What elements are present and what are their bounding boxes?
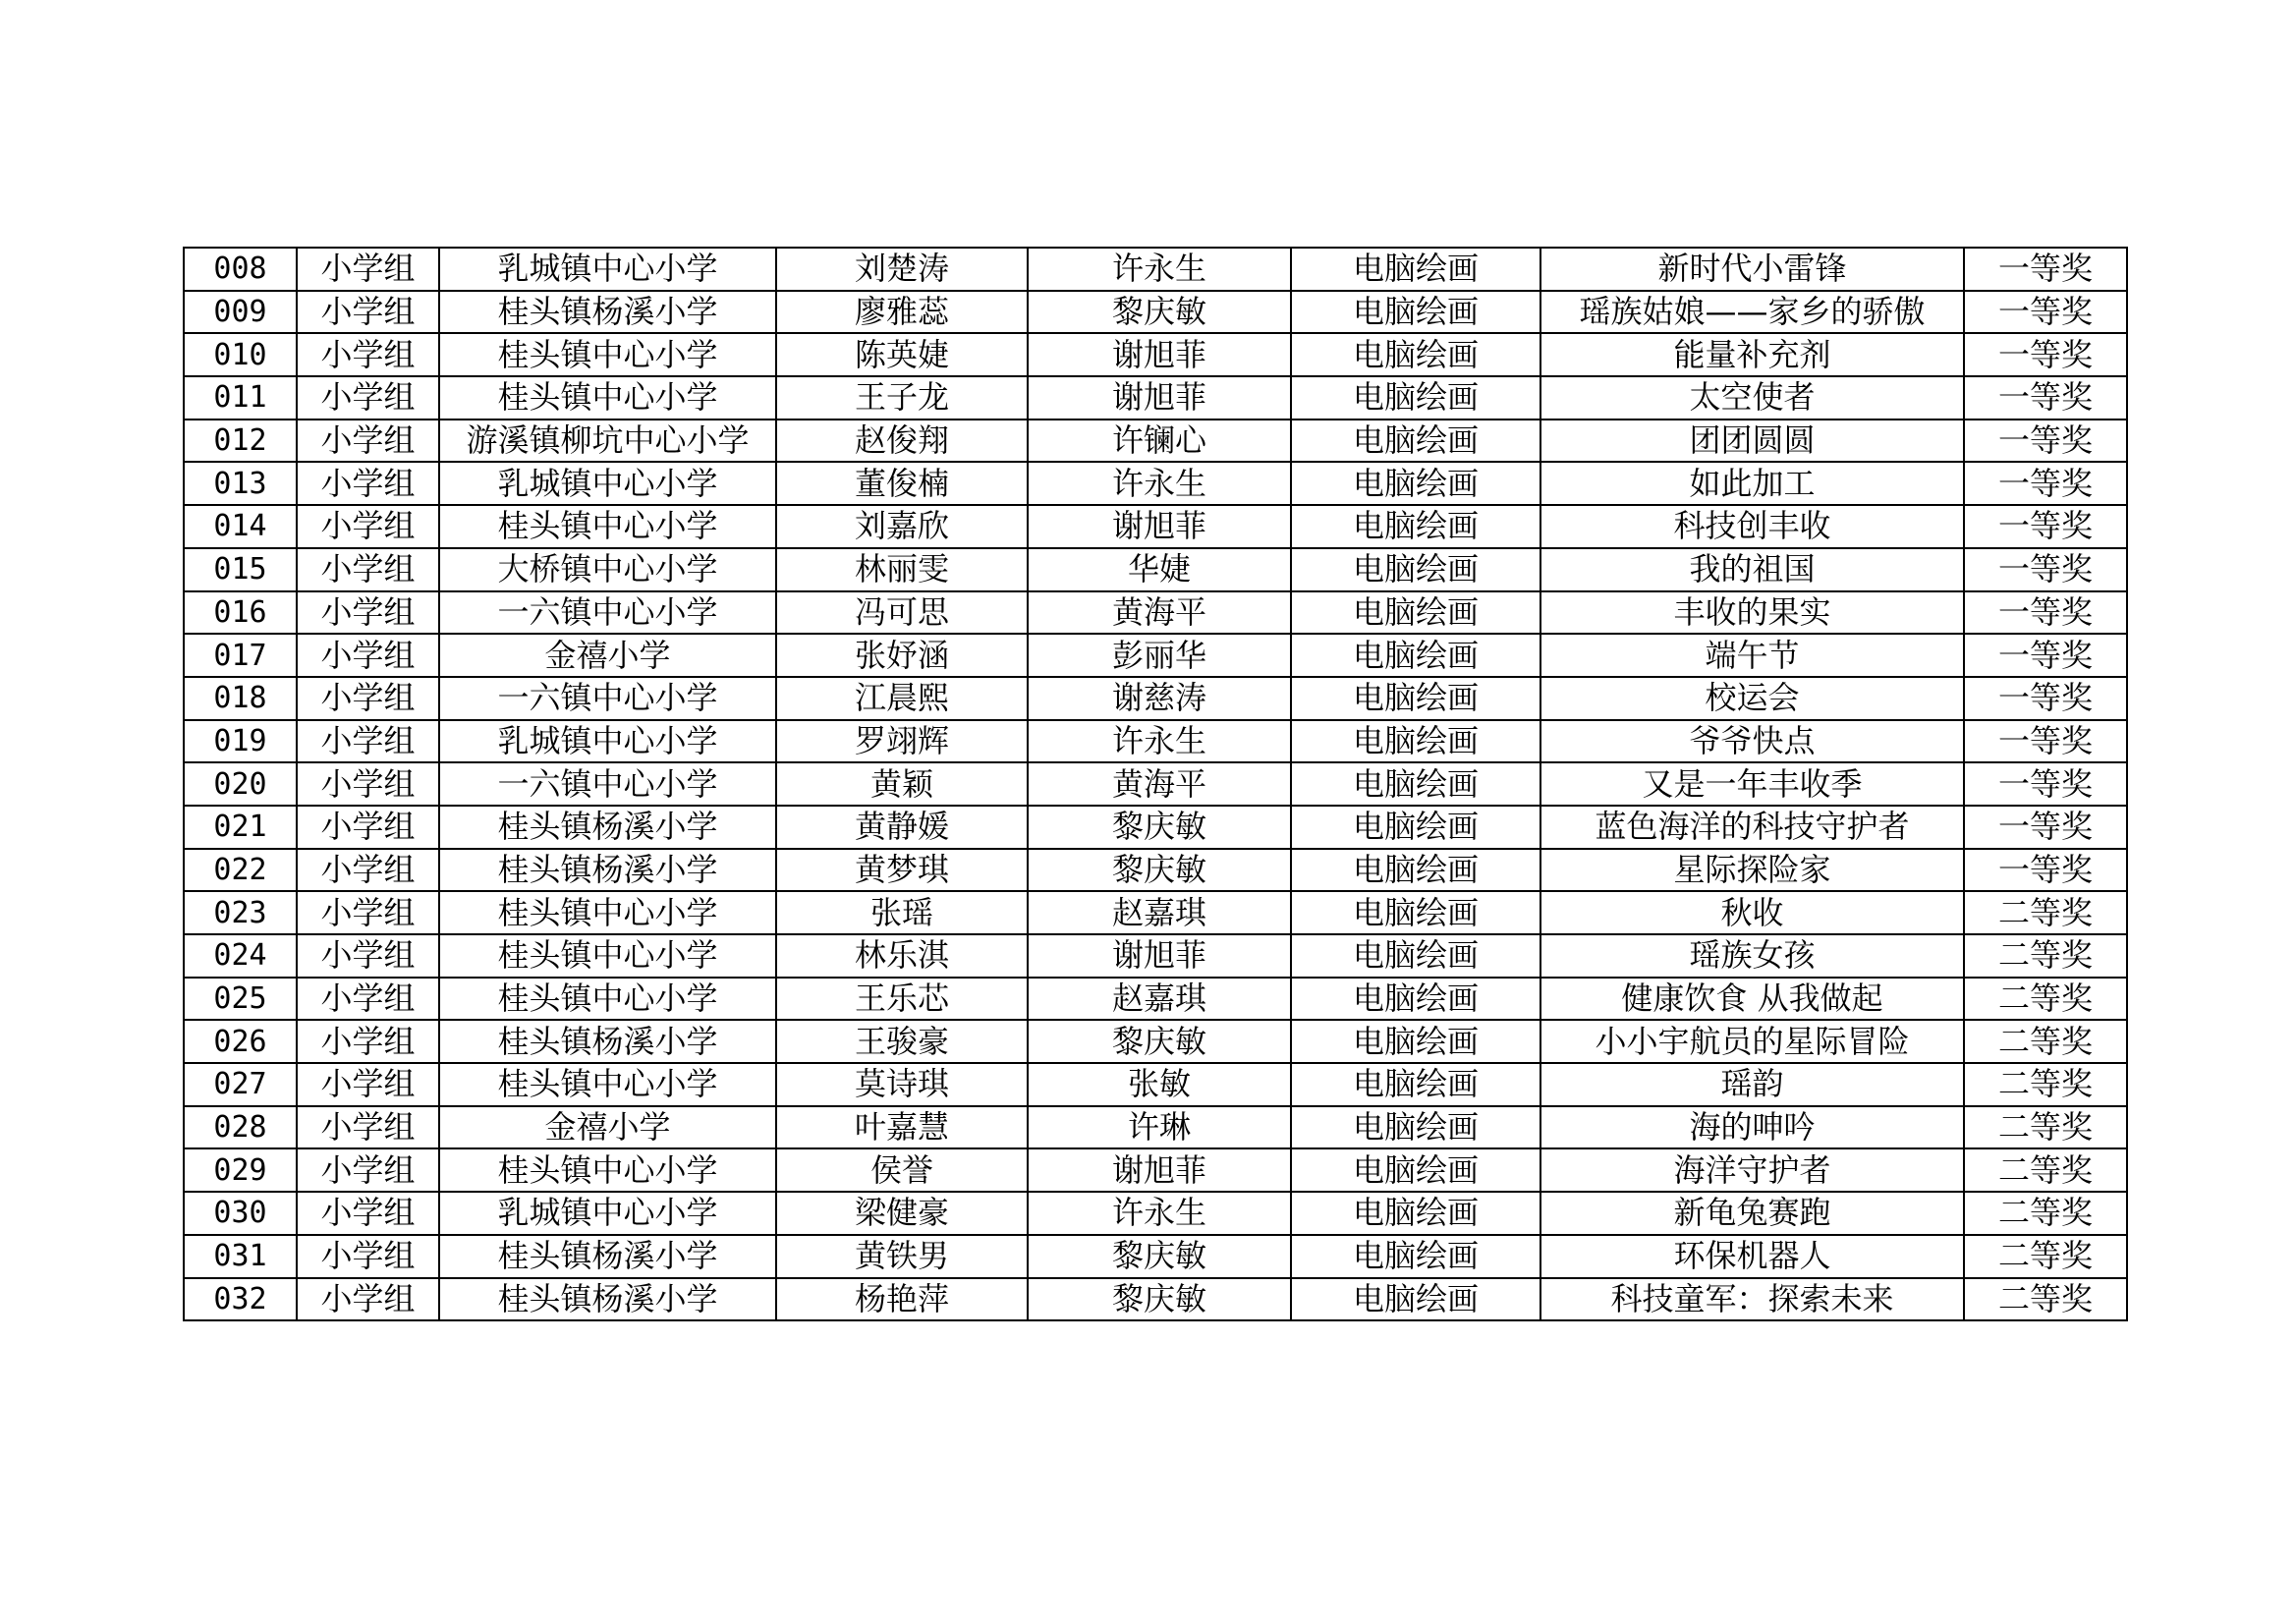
- award-level-cell: 一等奖: [1964, 762, 2127, 806]
- group-cell: 小学组: [297, 291, 439, 334]
- group-cell: 小学组: [297, 762, 439, 806]
- student-name-cell: 王骏豪: [776, 1020, 1028, 1063]
- school-cell: 大桥镇中心小学: [439, 548, 776, 591]
- teacher-name-cell: 彭丽华: [1028, 634, 1291, 677]
- award-level-cell: 二等奖: [1964, 1235, 2127, 1278]
- table-row: [184, 849, 2127, 892]
- category-cell: 电脑绘画: [1291, 934, 1540, 978]
- category-cell: 电脑绘画: [1291, 720, 1540, 763]
- table-row: [184, 1148, 2127, 1192]
- table-row: [184, 548, 2127, 591]
- artwork-title-cell: 团团圆圆: [1540, 420, 1964, 463]
- teacher-name-cell: 黄海平: [1028, 591, 1291, 635]
- table-row: [184, 891, 2127, 934]
- entry-number-cell: 009: [184, 291, 297, 334]
- table-row: [184, 677, 2127, 720]
- category-cell: 电脑绘画: [1291, 978, 1540, 1021]
- entry-number-cell: 021: [184, 806, 297, 849]
- award-level-cell: 一等奖: [1964, 291, 2127, 334]
- group-cell: 小学组: [297, 1063, 439, 1106]
- school-cell: 桂头镇杨溪小学: [439, 1020, 776, 1063]
- entry-number-cell: 012: [184, 420, 297, 463]
- table-row: [184, 720, 2127, 763]
- entry-number-cell: 019: [184, 720, 297, 763]
- table-row: [184, 420, 2127, 463]
- group-cell: 小学组: [297, 1192, 439, 1235]
- group-cell: 小学组: [297, 420, 439, 463]
- group-cell: 小学组: [297, 548, 439, 591]
- award-level-cell: 一等奖: [1964, 462, 2127, 505]
- artwork-title-cell: 新龟兔赛跑: [1540, 1192, 1964, 1235]
- artwork-title-cell: 蓝色海洋的科技守护者: [1540, 806, 1964, 849]
- student-name-cell: 冯可思: [776, 591, 1028, 635]
- student-name-cell: 侯誉: [776, 1148, 1028, 1192]
- student-name-cell: 莫诗琪: [776, 1063, 1028, 1106]
- award-level-cell: 一等奖: [1964, 420, 2127, 463]
- category-cell: 电脑绘画: [1291, 762, 1540, 806]
- student-name-cell: 刘楚涛: [776, 248, 1028, 291]
- teacher-name-cell: 黎庆敏: [1028, 849, 1291, 892]
- award-level-cell: 一等奖: [1964, 548, 2127, 591]
- teacher-name-cell: 谢慈涛: [1028, 677, 1291, 720]
- category-cell: 电脑绘画: [1291, 1063, 1540, 1106]
- category-cell: 电脑绘画: [1291, 1106, 1540, 1149]
- entry-number-cell: 011: [184, 376, 297, 420]
- artwork-title-cell: 能量补充剂: [1540, 333, 1964, 376]
- awards-table-body: [184, 248, 2127, 1320]
- entry-number-cell: 016: [184, 591, 297, 635]
- teacher-name-cell: 许永生: [1028, 248, 1291, 291]
- table-row: [184, 1106, 2127, 1149]
- entry-number-cell: 010: [184, 333, 297, 376]
- school-cell: 桂头镇杨溪小学: [439, 291, 776, 334]
- teacher-name-cell: 谢旭菲: [1028, 934, 1291, 978]
- category-cell: 电脑绘画: [1291, 677, 1540, 720]
- award-level-cell: 二等奖: [1964, 1148, 2127, 1192]
- entry-number-cell: 018: [184, 677, 297, 720]
- student-name-cell: 叶嘉慧: [776, 1106, 1028, 1149]
- school-cell: 桂头镇杨溪小学: [439, 849, 776, 892]
- student-name-cell: 王子龙: [776, 376, 1028, 420]
- student-name-cell: 江晨熙: [776, 677, 1028, 720]
- entry-number-cell: 022: [184, 849, 297, 892]
- entry-number-cell: 014: [184, 505, 297, 548]
- table-row: [184, 806, 2127, 849]
- table-row: [184, 1278, 2127, 1321]
- artwork-title-cell: 星际探险家: [1540, 849, 1964, 892]
- student-name-cell: 王乐芯: [776, 978, 1028, 1021]
- artwork-title-cell: 环保机器人: [1540, 1235, 1964, 1278]
- table-row: [184, 376, 2127, 420]
- student-name-cell: 林丽雯: [776, 548, 1028, 591]
- entry-number-cell: 028: [184, 1106, 297, 1149]
- category-cell: 电脑绘画: [1291, 248, 1540, 291]
- group-cell: 小学组: [297, 376, 439, 420]
- category-cell: 电脑绘画: [1291, 462, 1540, 505]
- entry-number-cell: 008: [184, 248, 297, 291]
- school-cell: 乳城镇中心小学: [439, 1192, 776, 1235]
- student-name-cell: 梁健豪: [776, 1192, 1028, 1235]
- artwork-title-cell: 我的祖国: [1540, 548, 1964, 591]
- teacher-name-cell: 黎庆敏: [1028, 1278, 1291, 1321]
- student-name-cell: 杨艳萍: [776, 1278, 1028, 1321]
- table-row: [184, 591, 2127, 635]
- category-cell: 电脑绘画: [1291, 634, 1540, 677]
- artwork-title-cell: 新时代小雷锋: [1540, 248, 1964, 291]
- entry-number-cell: 025: [184, 978, 297, 1021]
- entry-number-cell: 017: [184, 634, 297, 677]
- entry-number-cell: 023: [184, 891, 297, 934]
- student-name-cell: 张瑶: [776, 891, 1028, 934]
- teacher-name-cell: 谢旭菲: [1028, 1148, 1291, 1192]
- artwork-title-cell: 爷爷快点: [1540, 720, 1964, 763]
- school-cell: 乳城镇中心小学: [439, 720, 776, 763]
- award-level-cell: 一等奖: [1964, 505, 2127, 548]
- artwork-title-cell: 太空使者: [1540, 376, 1964, 420]
- table-row: [184, 291, 2127, 334]
- artwork-title-cell: 又是一年丰收季: [1540, 762, 1964, 806]
- award-level-cell: 二等奖: [1964, 1278, 2127, 1321]
- teacher-name-cell: 张敏: [1028, 1063, 1291, 1106]
- table-row: [184, 1192, 2127, 1235]
- student-name-cell: 廖雅蕊: [776, 291, 1028, 334]
- student-name-cell: 陈英婕: [776, 333, 1028, 376]
- student-name-cell: 赵俊翔: [776, 420, 1028, 463]
- entry-number-cell: 027: [184, 1063, 297, 1106]
- student-name-cell: 张妤涵: [776, 634, 1028, 677]
- entry-number-cell: 015: [184, 548, 297, 591]
- teacher-name-cell: 黎庆敏: [1028, 291, 1291, 334]
- group-cell: 小学组: [297, 462, 439, 505]
- artwork-title-cell: 秋收: [1540, 891, 1964, 934]
- teacher-name-cell: 黎庆敏: [1028, 1235, 1291, 1278]
- group-cell: 小学组: [297, 934, 439, 978]
- entry-number-cell: 020: [184, 762, 297, 806]
- category-cell: 电脑绘画: [1291, 333, 1540, 376]
- school-cell: 一六镇中心小学: [439, 677, 776, 720]
- table-row: [184, 1063, 2127, 1106]
- award-level-cell: 一等奖: [1964, 720, 2127, 763]
- award-level-cell: 二等奖: [1964, 1063, 2127, 1106]
- school-cell: 桂头镇中心小学: [439, 934, 776, 978]
- group-cell: 小学组: [297, 677, 439, 720]
- school-cell: 桂头镇中心小学: [439, 891, 776, 934]
- teacher-name-cell: 赵嘉琪: [1028, 891, 1291, 934]
- student-name-cell: 黄颖: [776, 762, 1028, 806]
- award-level-cell: 一等奖: [1964, 248, 2127, 291]
- student-name-cell: 黄静媛: [776, 806, 1028, 849]
- group-cell: 小学组: [297, 634, 439, 677]
- award-level-cell: 一等奖: [1964, 376, 2127, 420]
- award-level-cell: 二等奖: [1964, 1106, 2127, 1149]
- group-cell: 小学组: [297, 248, 439, 291]
- table-row: [184, 934, 2127, 978]
- artwork-title-cell: 健康饮食 从我做起: [1540, 978, 1964, 1021]
- artwork-title-cell: 小小宇航员的星际冒险: [1540, 1020, 1964, 1063]
- category-cell: 电脑绘画: [1291, 1020, 1540, 1063]
- entry-number-cell: 030: [184, 1192, 297, 1235]
- school-cell: 乳城镇中心小学: [439, 248, 776, 291]
- table-row: [184, 248, 2127, 291]
- group-cell: 小学组: [297, 891, 439, 934]
- group-cell: 小学组: [297, 591, 439, 635]
- table-row: [184, 462, 2127, 505]
- teacher-name-cell: 许琳: [1028, 1106, 1291, 1149]
- teacher-name-cell: 许永生: [1028, 1192, 1291, 1235]
- school-cell: 桂头镇中心小学: [439, 1063, 776, 1106]
- entry-number-cell: 024: [184, 934, 297, 978]
- school-cell: 桂头镇中心小学: [439, 978, 776, 1021]
- teacher-name-cell: 华婕: [1028, 548, 1291, 591]
- award-level-cell: 一等奖: [1964, 806, 2127, 849]
- student-name-cell: 黄铁男: [776, 1235, 1028, 1278]
- student-name-cell: 罗翊辉: [776, 720, 1028, 763]
- school-cell: 桂头镇杨溪小学: [439, 806, 776, 849]
- group-cell: 小学组: [297, 333, 439, 376]
- school-cell: 桂头镇中心小学: [439, 376, 776, 420]
- category-cell: 电脑绘画: [1291, 891, 1540, 934]
- award-level-cell: 一等奖: [1964, 677, 2127, 720]
- group-cell: 小学组: [297, 1278, 439, 1321]
- school-cell: 桂头镇中心小学: [439, 1148, 776, 1192]
- table-row: [184, 634, 2127, 677]
- award-level-cell: 二等奖: [1964, 934, 2127, 978]
- artwork-title-cell: 科技童军：探索未来: [1540, 1278, 1964, 1321]
- group-cell: 小学组: [297, 505, 439, 548]
- table-row: [184, 1020, 2127, 1063]
- student-name-cell: 董俊楠: [776, 462, 1028, 505]
- category-cell: 电脑绘画: [1291, 376, 1540, 420]
- table-row: [184, 978, 2127, 1021]
- group-cell: 小学组: [297, 1020, 439, 1063]
- entry-number-cell: 029: [184, 1148, 297, 1192]
- group-cell: 小学组: [297, 1148, 439, 1192]
- group-cell: 小学组: [297, 978, 439, 1021]
- school-cell: 桂头镇中心小学: [439, 333, 776, 376]
- school-cell: 桂头镇中心小学: [439, 505, 776, 548]
- artwork-title-cell: 海洋守护者: [1540, 1148, 1964, 1192]
- category-cell: 电脑绘画: [1291, 420, 1540, 463]
- school-cell: 金禧小学: [439, 634, 776, 677]
- category-cell: 电脑绘画: [1291, 291, 1540, 334]
- table-row: [184, 762, 2127, 806]
- group-cell: 小学组: [297, 849, 439, 892]
- teacher-name-cell: 谢旭菲: [1028, 505, 1291, 548]
- artwork-title-cell: 瑶族姑娘——家乡的骄傲: [1540, 291, 1964, 334]
- teacher-name-cell: 黄海平: [1028, 762, 1291, 806]
- category-cell: 电脑绘画: [1291, 505, 1540, 548]
- school-cell: 金禧小学: [439, 1106, 776, 1149]
- group-cell: 小学组: [297, 1235, 439, 1278]
- artwork-title-cell: 如此加工: [1540, 462, 1964, 505]
- category-cell: 电脑绘画: [1291, 1148, 1540, 1192]
- category-cell: 电脑绘画: [1291, 591, 1540, 635]
- category-cell: 电脑绘画: [1291, 1235, 1540, 1278]
- student-name-cell: 林乐淇: [776, 934, 1028, 978]
- artwork-title-cell: 校运会: [1540, 677, 1964, 720]
- artwork-title-cell: 科技创丰收: [1540, 505, 1964, 548]
- teacher-name-cell: 赵嘉琪: [1028, 978, 1291, 1021]
- school-cell: 乳城镇中心小学: [439, 462, 776, 505]
- entry-number-cell: 032: [184, 1278, 297, 1321]
- teacher-name-cell: 谢旭菲: [1028, 333, 1291, 376]
- group-cell: 小学组: [297, 1106, 439, 1149]
- table-row: [184, 333, 2127, 376]
- award-level-cell: 二等奖: [1964, 978, 2127, 1021]
- school-cell: 游溪镇柳坑中心小学: [439, 420, 776, 463]
- school-cell: 一六镇中心小学: [439, 762, 776, 806]
- student-name-cell: 黄梦琪: [776, 849, 1028, 892]
- award-level-cell: 二等奖: [1964, 1192, 2127, 1235]
- group-cell: 小学组: [297, 720, 439, 763]
- category-cell: 电脑绘画: [1291, 1192, 1540, 1235]
- category-cell: 电脑绘画: [1291, 806, 1540, 849]
- teacher-name-cell: 许镧心: [1028, 420, 1291, 463]
- artwork-title-cell: 丰收的果实: [1540, 591, 1964, 635]
- entry-number-cell: 031: [184, 1235, 297, 1278]
- school-cell: 桂头镇杨溪小学: [439, 1278, 776, 1321]
- artwork-title-cell: 瑶韵: [1540, 1063, 1964, 1106]
- teacher-name-cell: 许永生: [1028, 462, 1291, 505]
- student-name-cell: 刘嘉欣: [776, 505, 1028, 548]
- category-cell: 电脑绘画: [1291, 849, 1540, 892]
- award-level-cell: 一等奖: [1964, 634, 2127, 677]
- teacher-name-cell: 谢旭菲: [1028, 376, 1291, 420]
- school-cell: 桂头镇杨溪小学: [439, 1235, 776, 1278]
- table-row: [184, 505, 2127, 548]
- teacher-name-cell: 黎庆敏: [1028, 806, 1291, 849]
- award-level-cell: 二等奖: [1964, 1020, 2127, 1063]
- group-cell: 小学组: [297, 806, 439, 849]
- school-cell: 一六镇中心小学: [439, 591, 776, 635]
- artwork-title-cell: 瑶族女孩: [1540, 934, 1964, 978]
- teacher-name-cell: 许永生: [1028, 720, 1291, 763]
- artwork-title-cell: 端午节: [1540, 634, 1964, 677]
- teacher-name-cell: 黎庆敏: [1028, 1020, 1291, 1063]
- award-level-cell: 二等奖: [1964, 891, 2127, 934]
- award-level-cell: 一等奖: [1964, 849, 2127, 892]
- entry-number-cell: 013: [184, 462, 297, 505]
- award-level-cell: 一等奖: [1964, 591, 2127, 635]
- awards-table: [183, 247, 2128, 1321]
- table-row: [184, 1235, 2127, 1278]
- category-cell: 电脑绘画: [1291, 1278, 1540, 1321]
- artwork-title-cell: 海的呻吟: [1540, 1106, 1964, 1149]
- category-cell: 电脑绘画: [1291, 548, 1540, 591]
- entry-number-cell: 026: [184, 1020, 297, 1063]
- award-level-cell: 一等奖: [1964, 333, 2127, 376]
